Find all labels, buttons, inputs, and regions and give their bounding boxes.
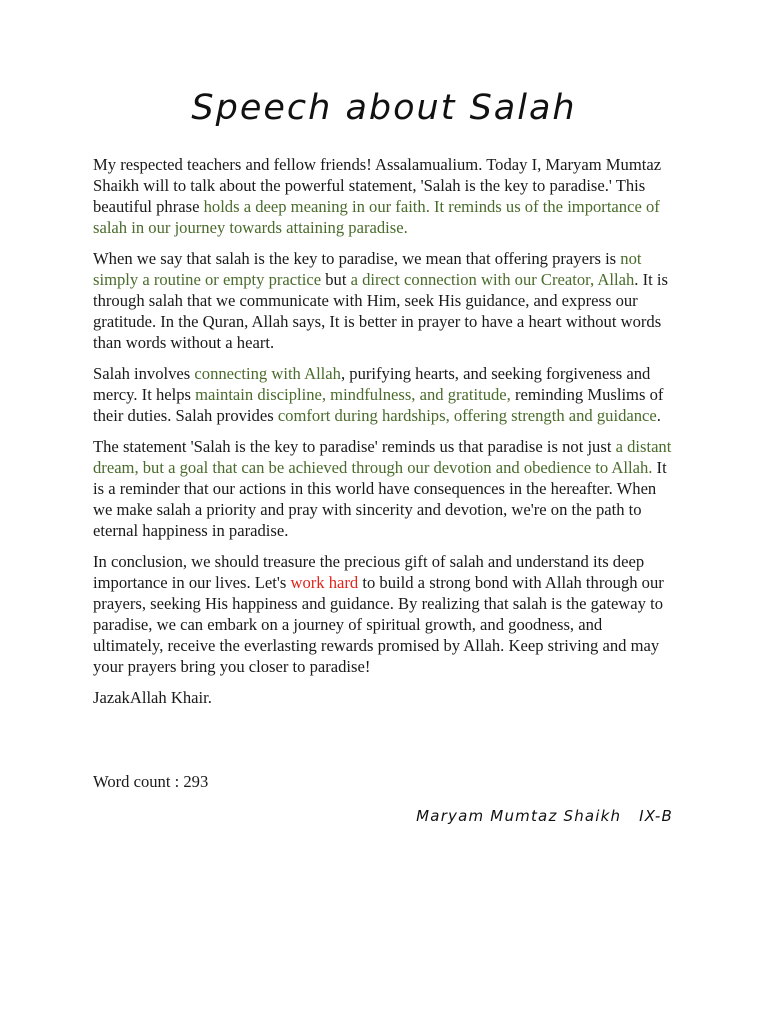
speech-paragraph (93, 436, 673, 541)
paragraph-text: reminding Muslims of their duties. Salah provides (93, 385, 664, 425)
speech-paragraph (93, 363, 673, 426)
speech-paragraph (93, 687, 673, 708)
paragraph-text: Salah involves (93, 364, 195, 383)
highlighted-text-green: maintain discipline, mindfulness, and gratitude, (195, 385, 511, 404)
highlighted-text-green: comfort during hardships, offering strength and guidance (277, 406, 657, 425)
paragraph-text: JazakAllah Khair. (93, 688, 212, 707)
paragraph-text: . It is through salah that we communicate with Him, seek His guidance, and express our gratitude. In the Quran, Allah says, It is better in prayer to have a heart without words than words without a heart. (93, 270, 668, 352)
speech-paragraph (93, 248, 673, 353)
speech-body (93, 154, 673, 718)
highlighted-text-green: a direct connection with our Creator, Allah (350, 270, 635, 289)
highlighted-text-green: holds a deep meaning in our faith. It reminds us of the importance of salah in our journey towards attaining paradise. (93, 197, 660, 237)
speech-paragraph (93, 154, 673, 238)
speech-paragraph (93, 551, 673, 677)
paragraph-text: The statement 'Salah is the key to paradise' reminds us that paradise is not just (93, 437, 616, 456)
paragraph-text: In conclusion, we should treasure the precious gift of salah and understand its deep importance in our lives. Let's (93, 552, 645, 592)
author-signature: Maryam Mumtaz Shaikh IX-B (416, 807, 673, 825)
highlighted-text-green: a distant dream, but a goal that can be achieved through our devotion and obedience to Allah. (93, 437, 672, 477)
document-title: Speech about Salah (191, 88, 577, 128)
word-count: Word count : 293 (93, 772, 209, 791)
highlighted-text-green: not simply a routine or empty practice (93, 249, 642, 289)
highlighted-text-red: work hard (290, 573, 359, 592)
paragraph-text: It is a reminder that our actions in this world have consequences in the hereafter. When we make salah a priority and pray with sincerity and devotion, we're on the path to eternal happiness in paradise. (93, 458, 667, 540)
paragraph-text: but (321, 270, 351, 289)
paragraph-text: My respected teachers and fellow friends! Assalamualium. Today I, Maryam Mumtaz Shaikh will to talk about the powerful statement, 'Salah is the key to paradise.' This beautiful phrase (93, 155, 662, 216)
paragraph-text: to build a strong bond with Allah through our prayers, seeking His happiness and guidance. By realizing that salah is the gateway to paradise, we can embark on a journey of spiritual growth, and goodness, and ultimately, receive the everlasting rewards promised by Allah. Keep striving and may your prayers bring you closer to paradise! (93, 573, 664, 676)
paragraph-text: , purifying hearts, and seeking forgiveness and mercy. It helps (93, 364, 651, 404)
paragraph-text: When we say that salah is the key to paradise, we mean that offering prayers is (93, 249, 621, 268)
paragraph-text: . (656, 406, 661, 425)
highlighted-text-green: connecting with Allah (194, 364, 341, 383)
